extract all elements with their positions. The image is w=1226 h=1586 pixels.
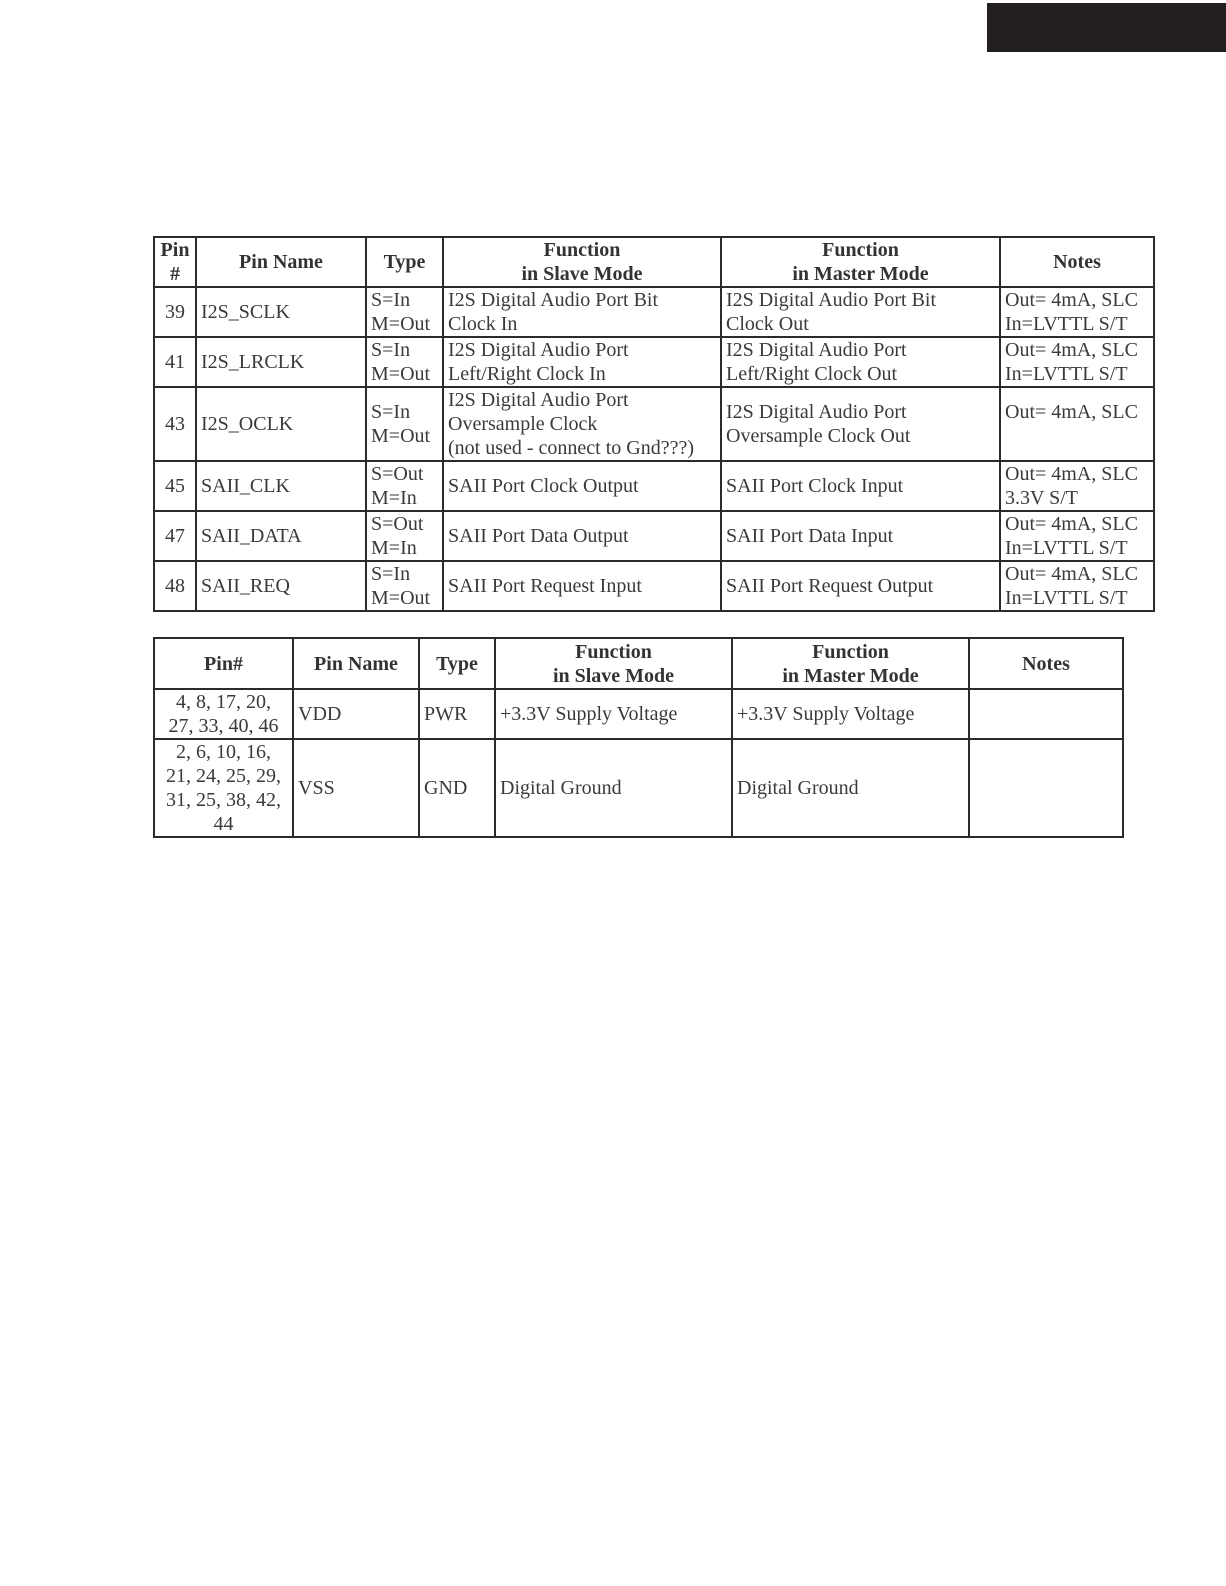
header-pin-name: Pin Name: [196, 237, 366, 287]
pin-type: S=In M=Out: [366, 387, 443, 461]
function-slave: SAII Port Request Input: [443, 561, 721, 611]
header-type: Type: [366, 237, 443, 287]
function-slave: SAII Port Clock Output: [443, 461, 721, 511]
pin-notes: Out= 4mA, SLC In=LVTTL S/T: [1000, 511, 1154, 561]
pin-notes: Out= 4mA, SLC In=LVTTL S/T: [1000, 337, 1154, 387]
table-row: [154, 287, 1154, 337]
function-slave: I2S Digital Audio Port Oversample Clock (not used - connect to Gnd???): [443, 387, 721, 461]
function-master: SAII Port Clock Input: [721, 461, 1000, 511]
corner-tab-block: [987, 3, 1226, 52]
pin-name: I2S_SCLK: [196, 287, 366, 337]
pin-number: 45: [154, 461, 196, 511]
pin-notes: Out= 4mA, SLC In=LVTTL S/T: [1000, 561, 1154, 611]
function-master: I2S Digital Audio Port Bit Clock Out: [721, 287, 1000, 337]
table-row: [154, 689, 1123, 739]
function-master: +3.3V Supply Voltage: [732, 689, 969, 739]
pin-number: 43: [154, 387, 196, 461]
pin-number: 41: [154, 337, 196, 387]
header-pin: Pin #: [154, 237, 196, 287]
pin-type: S=Out M=In: [366, 461, 443, 511]
function-master: I2S Digital Audio Port Left/Right Clock Out: [721, 337, 1000, 387]
pin-type: GND: [419, 739, 495, 837]
pin-notes: Out= 4mA, SLC: [1000, 387, 1154, 461]
pin-name: VSS: [293, 739, 419, 837]
header-function-master: Function in Master Mode: [732, 638, 969, 689]
pin-number: 39: [154, 287, 196, 337]
pin-numbers: 4, 8, 17, 20, 27, 33, 40, 46: [154, 689, 293, 739]
pin-type: S=In M=Out: [366, 287, 443, 337]
function-slave: I2S Digital Audio Port Left/Right Clock In: [443, 337, 721, 387]
pin-name: VDD: [293, 689, 419, 739]
header-notes: Notes: [1000, 237, 1154, 287]
pin-type: S=In M=Out: [366, 561, 443, 611]
pin-type: PWR: [419, 689, 495, 739]
function-slave: I2S Digital Audio Port Bit Clock In: [443, 287, 721, 337]
function-master: Digital Ground: [732, 739, 969, 837]
function-slave: +3.3V Supply Voltage: [495, 689, 732, 739]
pin-notes: Out= 4mA, SLC 3.3V S/T: [1000, 461, 1154, 511]
pin-number: 48: [154, 561, 196, 611]
table-row: [154, 461, 1154, 511]
signal-pin-table: [153, 236, 1155, 612]
pin-type: S=Out M=In: [366, 511, 443, 561]
header-function-slave: Function in Slave Mode: [495, 638, 732, 689]
pin-name: I2S_LRCLK: [196, 337, 366, 387]
function-master: I2S Digital Audio Port Oversample Clock Out: [721, 387, 1000, 461]
header-pin: Pin#: [154, 638, 293, 689]
pin-number: 47: [154, 511, 196, 561]
header-function-slave: Function in Slave Mode: [443, 237, 721, 287]
header-pin-name: Pin Name: [293, 638, 419, 689]
table-row: [154, 739, 1123, 837]
power-pin-table: [153, 637, 1124, 838]
pin-name: SAII_DATA: [196, 511, 366, 561]
table-header-row: [154, 237, 1154, 287]
table-header-row: [154, 638, 1123, 689]
header-notes: Notes: [969, 638, 1123, 689]
header-type: Type: [419, 638, 495, 689]
table-row: [154, 387, 1154, 461]
pin-type: S=In M=Out: [366, 337, 443, 387]
function-master: SAII Port Request Output: [721, 561, 1000, 611]
pin-notes: [969, 689, 1123, 739]
header-function-master: Function in Master Mode: [721, 237, 1000, 287]
table-row: [154, 561, 1154, 611]
pin-numbers: 2, 6, 10, 16, 21, 24, 25, 29, 31, 25, 38, 42, 44: [154, 739, 293, 837]
pin-notes: [969, 739, 1123, 837]
pin-notes: Out= 4mA, SLC In=LVTTL S/T: [1000, 287, 1154, 337]
function-master: SAII Port Data Input: [721, 511, 1000, 561]
table-row: [154, 511, 1154, 561]
function-slave: Digital Ground: [495, 739, 732, 837]
function-slave: SAII Port Data Output: [443, 511, 721, 561]
pin-name: I2S_OCLK: [196, 387, 366, 461]
pin-name: SAII_CLK: [196, 461, 366, 511]
table-row: [154, 337, 1154, 387]
pin-name: SAII_REQ: [196, 561, 366, 611]
